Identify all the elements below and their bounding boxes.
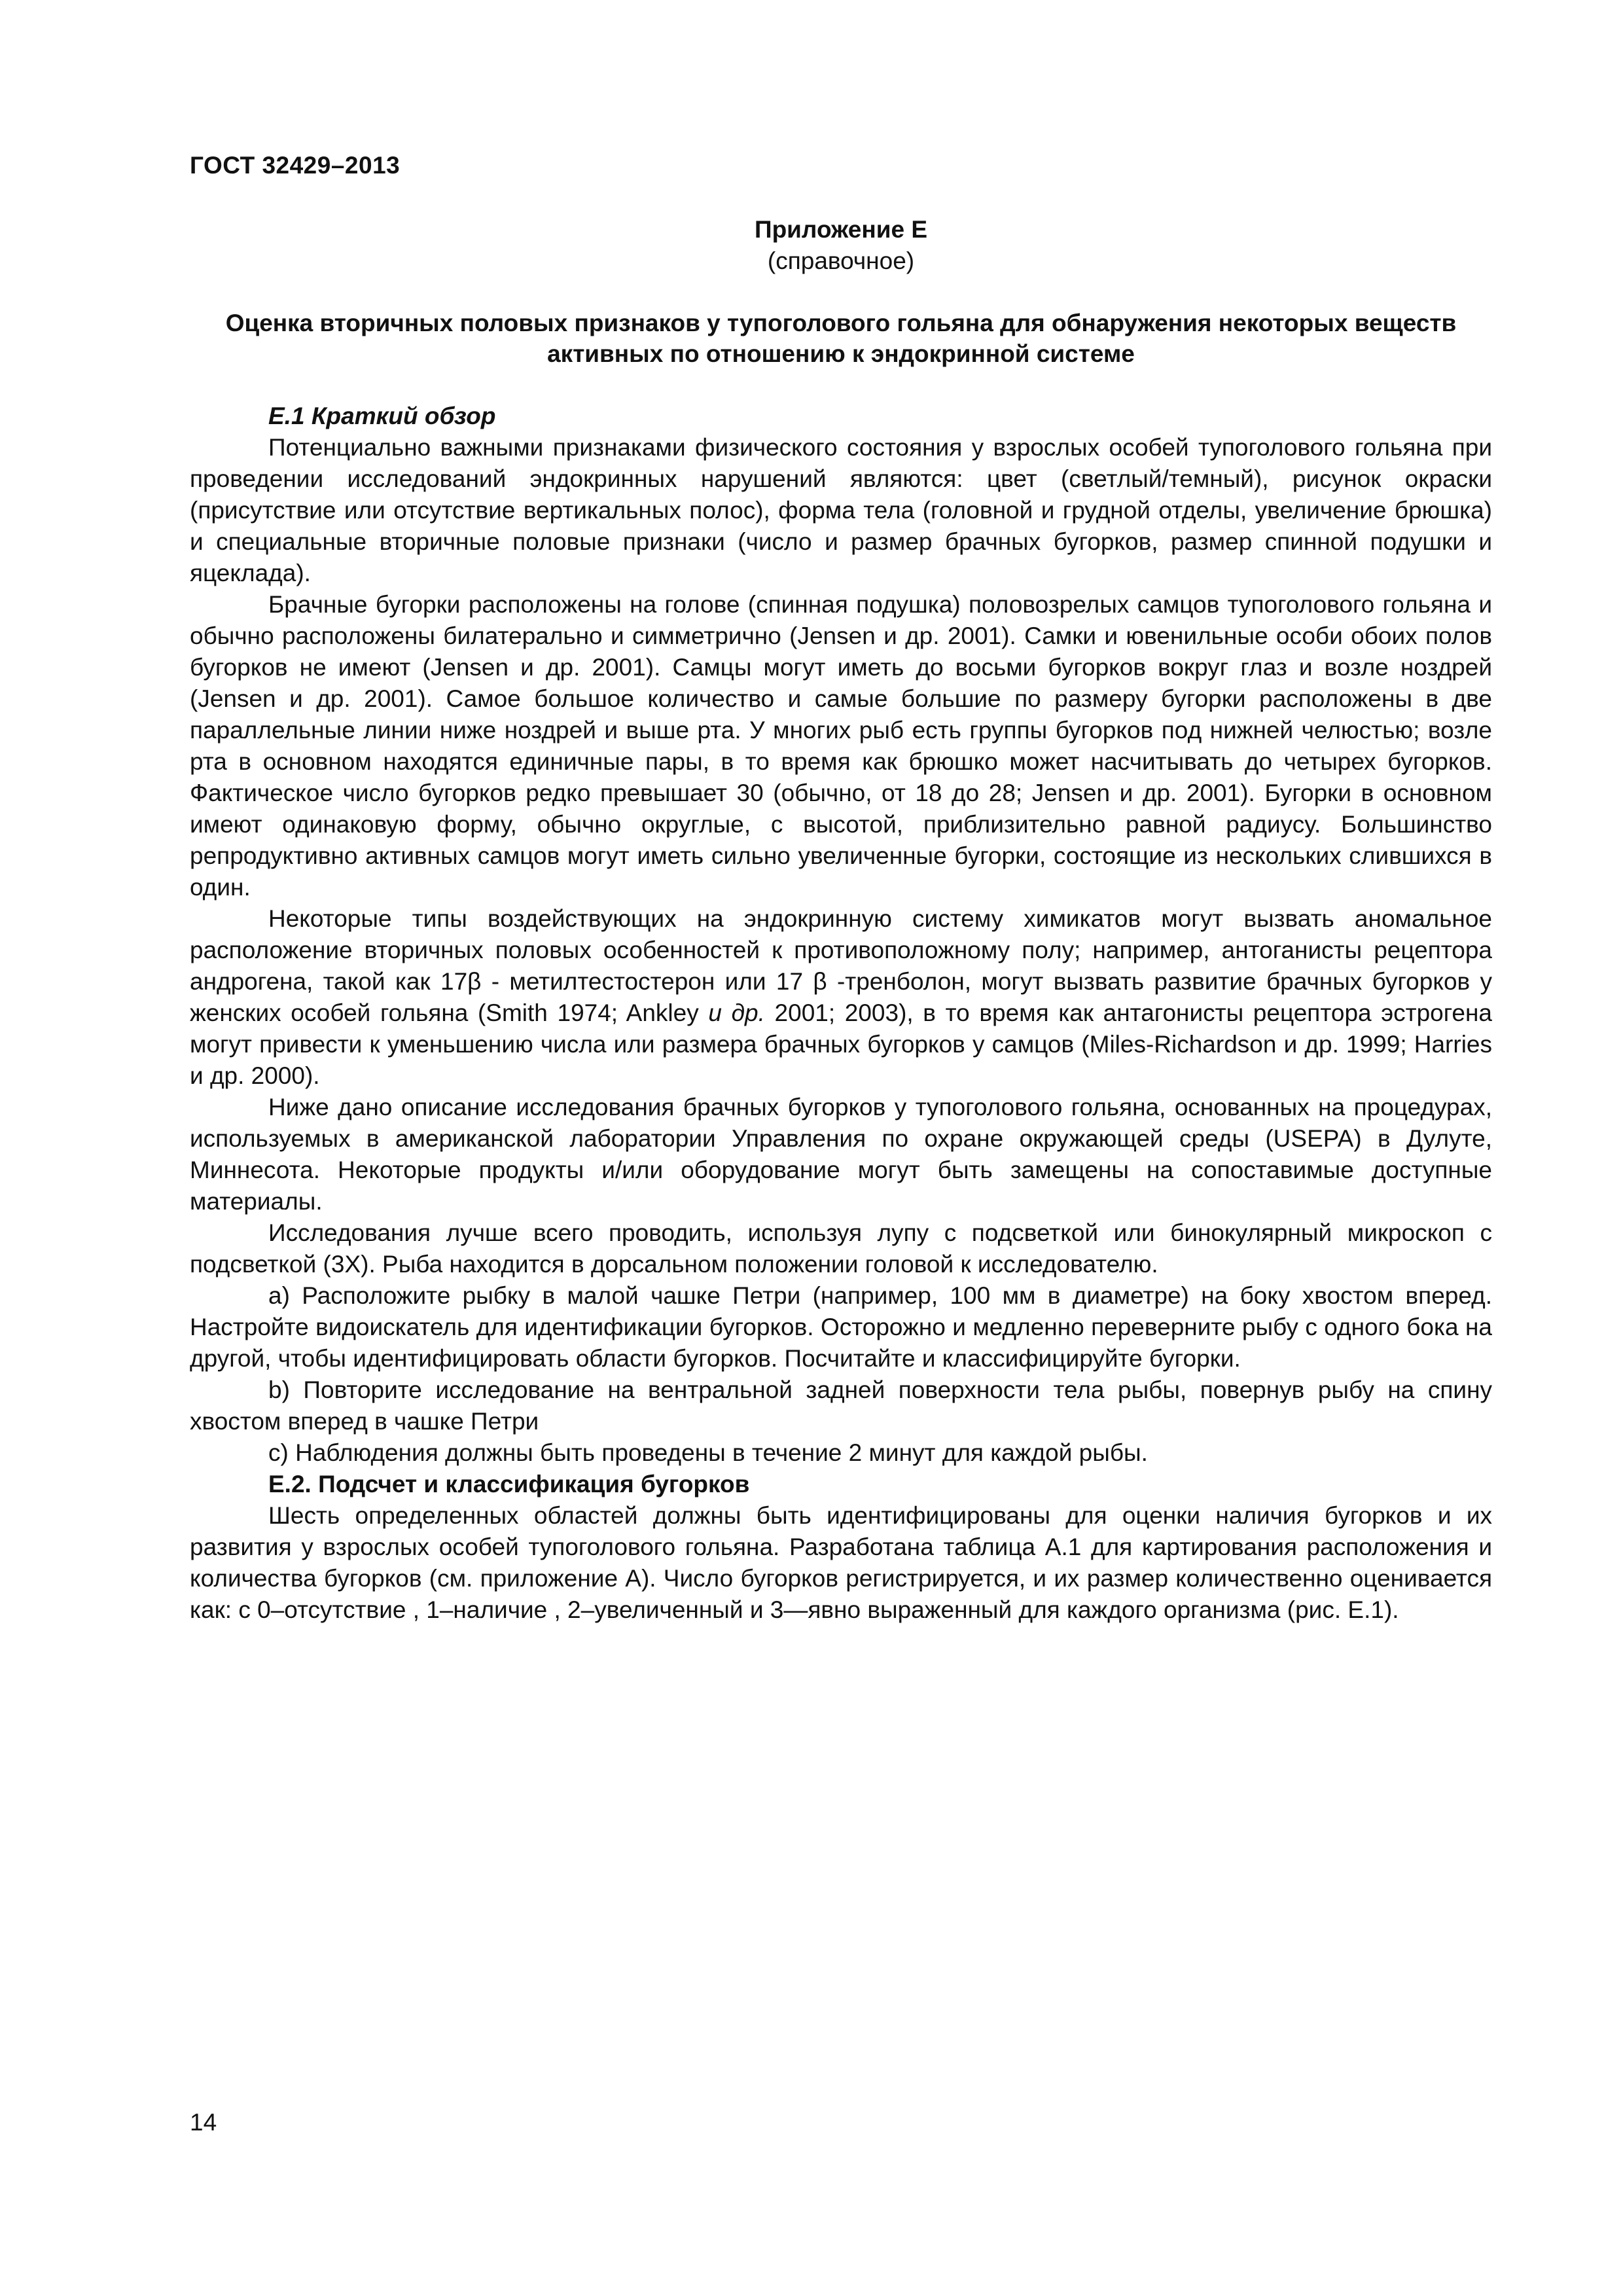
list-item-a: a) Расположите рыбку в малой чашке Петри (например, 100 мм в диаметре) на боку хвостом вперед. Настройте видоискатель для идентификации бугорков. Осторожно и медленно переверните рыбу с одного бока на другой, чтобы идентифицировать области бугорков. Посчитайте и классифицируйте бугорки. bbox=[190, 1282, 1492, 1372]
list-item-b: b) Повторите исследование на вентральной задней поверхности тела рыбы, повернув рыбу на спину хвостом вперед в чашке Петри bbox=[190, 1376, 1492, 1435]
standard-code: ГОСТ 32429–2013 bbox=[190, 152, 401, 179]
section-e2-heading: Е.2. Подсчет и классификация бугорков bbox=[268, 1471, 750, 1498]
paragraph: Шесть определенных областей должны быть идентифицированы для оценки наличия бугорков и их развития у взрослых особей тупоголового гольяна. Разработана таблица А.1 для картирования расположения и количества бугорков (см. приложение А). Число бугорков регистрируется, и их размер количественно оценивается как: с 0–отсутствие , 1–наличие , 2–увеличенный и 3—явно выраженный для каждого организма (рис. Е.1). bbox=[190, 1502, 1492, 1623]
main-title: Оценка вторичных половых признаков у тупоголового гольяна для обнаружения некоторых веществ активных по отношению к эндокринной системе bbox=[225, 310, 1457, 367]
paragraph: Исследования лучше всего проводить, используя лупу с подсветкой или бинокулярный микроскоп с подсветкой (3Х). Рыба находится в дорсальном положении головой к исследователю. bbox=[190, 1219, 1492, 1278]
paragraph-italic: и др. bbox=[708, 999, 765, 1026]
paragraph: Брачные бугорки расположены на голове (спинная подушка) половозрелых самцов тупоголового гольяна и обычно расположены билатерально и симметрично (Jensen и др. 2001). Самки и ювенильные особи обоих полов бугорков не имеют (Jensen и др. 2001). Самцы могут иметь до восьми бугорков вокруг глаз и возле ноздрей (Jensen и др. 2001). Самое большое количество и самые большие по размеру бугорки расположены в две параллельные линии ниже ноздрей и выше рта. У многих рыб есть группы бугорков под нижней челюстью; возле рта в основном находятся единичные пары, в то время как брюшко может насчитывать до четырех бугорков. Фактическое число бугорков редко превышает 30 (обычно, от 18 до 28; Jensen и др. 2001). Бугорки в основном имеют одинаковую форму, обычно округлые, с высотой, приблизительно равной радиусу. Большинство репродуктивно активных самцов могут иметь сильно увеличенные бугорки, состоящие из нескольких слившихся в один. bbox=[190, 591, 1492, 901]
paragraph-part: 2001; 2003), в то время как антагонисты рецептора эстрогена могут привести к уменьшению числа или размера брачных бугорков у самцов (Miles-Richardson и др. 1999; Harries и др. 2000). bbox=[190, 999, 1492, 1089]
annex-subtitle: (справочное) bbox=[767, 247, 915, 274]
paragraph-part: Некоторые типы воздействующих на эндокринную систему химикатов могут вызвать аномальное расположение вторичных половых особенностей к противоположному полу; например, антоганисты рецептора андрогена, такой как 17β - метилтестостерон или 17 β -тренболон, могут вызвать развитие брачных бугорков у женских особей гольяна (Smith 1974; Ankley bbox=[190, 905, 1492, 1026]
page-number: 14 bbox=[190, 2109, 217, 2136]
section-e1-heading: Е.1 Краткий обзор bbox=[268, 403, 496, 429]
paragraph: Потенциально важными признаками физического состояния у взрослых особей тупоголового гольяна при проведении исследований эндокринных нарушений являются: цвет (светлый/темный), рисунок окраски (присутствие или отсутствие вертикальных полос), форма тела (головной и грудной отделы, увеличение брюшка) и специальные вторичные половые признаки (число и размер брачных бугорков, размер спинной подушки и яцеклада). bbox=[190, 434, 1492, 586]
paragraph: Ниже дано описание исследования брачных бугорков у тупоголового гольяна, основанных на процедурах, используемых в американской лаборатории Управления по охране окружающей среды (USEPA) в Дулуте, Миннесота. Некоторые продукты и/или оборудование могут быть замещены на сопоставимые доступные материалы. bbox=[190, 1094, 1492, 1215]
paragraph bbox=[190, 903, 1492, 1092]
body-text bbox=[190, 401, 1492, 1626]
annex-title: Приложение Е bbox=[754, 216, 928, 243]
list-item-c: c) Наблюдения должны быть проведены в течение 2 минут для каждой рыбы. bbox=[268, 1439, 1148, 1466]
